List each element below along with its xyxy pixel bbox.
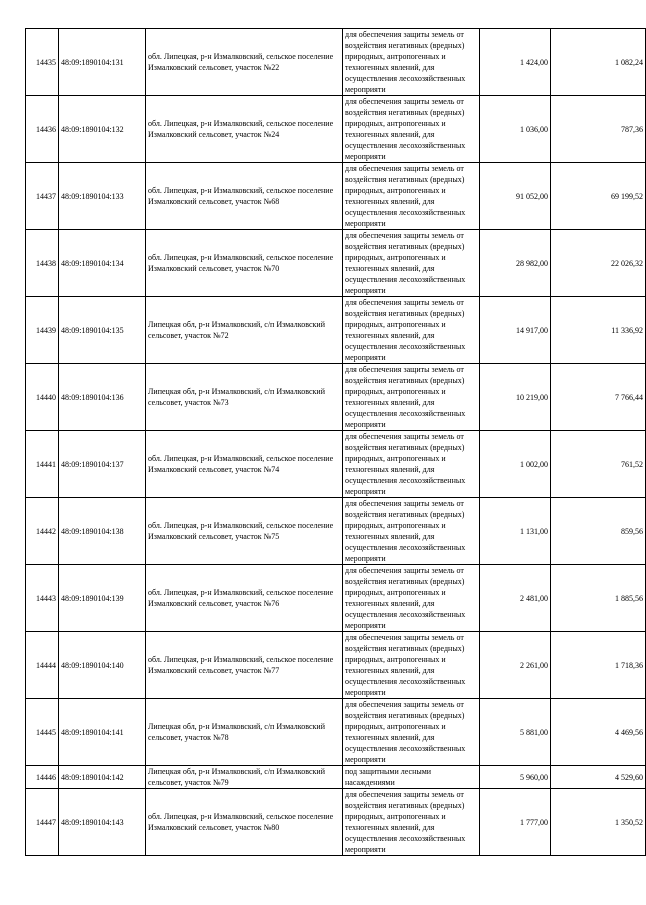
plot-address: обл. Липецкая, р-н Измалковский, сельское поселение Измалковский сельсовет, участок №75 <box>146 498 343 565</box>
cadastral-value: 859,56 <box>551 498 646 565</box>
row-number: 14438 <box>26 230 59 297</box>
permitted-use: для обеспечения защиты земель от воздействия негативных (вредных) природных, антропогенных и техногенных явлений, для осуществления лесохозяйственных мероприяти <box>343 789 480 856</box>
table-row <box>26 498 646 565</box>
plot-area: 2 481,00 <box>480 565 551 632</box>
plot-address: Липецкая обл, р-н Измалковский, с/п Измалковский сельсовет, участок №72 <box>146 297 343 364</box>
plot-area: 5 881,00 <box>480 699 551 766</box>
cadastral-number: 48:09:1890104:139 <box>59 565 146 632</box>
cadastral-number: 48:09:1890104:134 <box>59 230 146 297</box>
plot-address: Липецкая обл, р-н Измалковский, с/п Измалковский сельсовет, участок №79 <box>146 766 343 789</box>
plot-address: обл. Липецкая, р-н Измалковский, сельское поселение Измалковский сельсовет, участок №24 <box>146 96 343 163</box>
permitted-use: для обеспечения защиты земель от воздействия негативных (вредных) природных, антропогенных и техногенных явлений, для осуществления лесохозяйственных мероприяти <box>343 699 480 766</box>
cadastral-number: 48:09:1890104:137 <box>59 431 146 498</box>
permitted-use: для обеспечения защиты земель от воздействия негативных (вредных) природных, антропогенных и техногенных явлений, для осуществления лесохозяйственных мероприяти <box>343 431 480 498</box>
cadastral-number: 48:09:1890104:138 <box>59 498 146 565</box>
cadastral-value: 1 718,36 <box>551 632 646 699</box>
permitted-use: для обеспечения защиты земель от воздействия негативных (вредных) природных, антропогенных и техногенных явлений, для осуществления лесохозяйственных мероприяти <box>343 230 480 297</box>
cadastral-value: 69 199,52 <box>551 163 646 230</box>
plot-area: 2 261,00 <box>480 632 551 699</box>
cadastral-value: 22 026,32 <box>551 230 646 297</box>
plot-address: обл. Липецкая, р-н Измалковский, сельское поселение Измалковский сельсовет, участок №68 <box>146 163 343 230</box>
plot-area: 10 219,00 <box>480 364 551 431</box>
cadastral-number: 48:09:1890104:136 <box>59 364 146 431</box>
plot-area: 14 917,00 <box>480 297 551 364</box>
cadastral-number: 48:09:1890104:131 <box>59 29 146 96</box>
plot-area: 1 131,00 <box>480 498 551 565</box>
row-number: 14442 <box>26 498 59 565</box>
table-row <box>26 632 646 699</box>
cadastral-number: 48:09:1890104:140 <box>59 632 146 699</box>
cadastral-number: 48:09:1890104:141 <box>59 699 146 766</box>
cadastral-value: 1 350,52 <box>551 789 646 856</box>
row-number: 14441 <box>26 431 59 498</box>
plot-address: обл. Липецкая, р-н Измалковский, сельское поселение Измалковский сельсовет, участок №77 <box>146 632 343 699</box>
table-row <box>26 163 646 230</box>
permitted-use: для обеспечения защиты земель от воздействия негативных (вредных) природных, антропогенных и техногенных явлений, для осуществления лесохозяйственных мероприяти <box>343 297 480 364</box>
permitted-use: для обеспечения защиты земель от воздействия негативных (вредных) природных, антропогенных и техногенных явлений, для осуществления лесохозяйственных мероприяти <box>343 29 480 96</box>
cadastral-value: 1 885,56 <box>551 565 646 632</box>
cadastral-number: 48:09:1890104:133 <box>59 163 146 230</box>
cadastral-number: 48:09:1890104:132 <box>59 96 146 163</box>
plot-area: 5 960,00 <box>480 766 551 789</box>
cadastral-number: 48:09:1890104:135 <box>59 297 146 364</box>
row-number: 14440 <box>26 364 59 431</box>
row-number: 14443 <box>26 565 59 632</box>
row-number: 14435 <box>26 29 59 96</box>
table-row <box>26 29 646 96</box>
cadastral-value: 7 766,44 <box>551 364 646 431</box>
row-number: 14436 <box>26 96 59 163</box>
cadastral-value: 4 529,60 <box>551 766 646 789</box>
plot-address: обл. Липецкая, р-н Измалковский, сельское поселение Измалковский сельсовет, участок №76 <box>146 565 343 632</box>
plot-area: 28 982,00 <box>480 230 551 297</box>
table-row <box>26 789 646 856</box>
permitted-use: для обеспечения защиты земель от воздействия негативных (вредных) природных, антропогенных и техногенных явлений, для осуществления лесохозяйственных мероприяти <box>343 364 480 431</box>
table-body <box>26 29 646 856</box>
row-number: 14445 <box>26 699 59 766</box>
row-number: 14446 <box>26 766 59 789</box>
table-row <box>26 96 646 163</box>
table-row <box>26 699 646 766</box>
plot-address: Липецкая обл, р-н Измалковский, с/п Измалковский сельсовет, участок №73 <box>146 364 343 431</box>
plot-address: обл. Липецкая, р-н Измалковский, сельское поселение Измалковский сельсовет, участок №74 <box>146 431 343 498</box>
plot-area: 1 002,00 <box>480 431 551 498</box>
permitted-use: для обеспечения защиты земель от воздействия негативных (вредных) природных, антропогенных и техногенных явлений, для осуществления лесохозяйственных мероприяти <box>343 96 480 163</box>
cadastral-number: 48:09:1890104:142 <box>59 766 146 789</box>
cadastral-number: 48:09:1890104:143 <box>59 789 146 856</box>
plot-area: 1 424,00 <box>480 29 551 96</box>
row-number: 14447 <box>26 789 59 856</box>
plot-address: обл. Липецкая, р-н Измалковский, сельское поселение Измалковский сельсовет, участок №22 <box>146 29 343 96</box>
permitted-use: для обеспечения защиты земель от воздействия негативных (вредных) природных, антропогенных и техногенных явлений, для осуществления лесохозяйственных мероприяти <box>343 632 480 699</box>
table-row <box>26 766 646 789</box>
land-plots-table <box>25 28 646 856</box>
permitted-use: под защитными лесными насаждениями <box>343 766 480 789</box>
cadastral-value: 11 336,92 <box>551 297 646 364</box>
table-row <box>26 364 646 431</box>
row-number: 14439 <box>26 297 59 364</box>
plot-area: 91 052,00 <box>480 163 551 230</box>
table-row <box>26 565 646 632</box>
permitted-use: для обеспечения защиты земель от воздействия негативных (вредных) природных, антропогенных и техногенных явлений, для осуществления лесохозяйственных мероприяти <box>343 565 480 632</box>
cadastral-value: 787,36 <box>551 96 646 163</box>
plot-address: обл. Липецкая, р-н Измалковский, сельское поселение Измалковский сельсовет, участок №80 <box>146 789 343 856</box>
row-number: 14444 <box>26 632 59 699</box>
cadastral-value: 1 082,24 <box>551 29 646 96</box>
plot-area: 1 777,00 <box>480 789 551 856</box>
plot-address: Липецкая обл, р-н Измалковский, с/п Измалковский сельсовет, участок №78 <box>146 699 343 766</box>
cadastral-value: 761,52 <box>551 431 646 498</box>
table-row <box>26 431 646 498</box>
plot-address: обл. Липецкая, р-н Измалковский, сельское поселение Измалковский сельсовет, участок №70 <box>146 230 343 297</box>
permitted-use: для обеспечения защиты земель от воздействия негативных (вредных) природных, антропогенных и техногенных явлений, для осуществления лесохозяйственных мероприяти <box>343 498 480 565</box>
table-row <box>26 297 646 364</box>
table-row <box>26 230 646 297</box>
plot-area: 1 036,00 <box>480 96 551 163</box>
permitted-use: для обеспечения защиты земель от воздействия негативных (вредных) природных, антропогенных и техногенных явлений, для осуществления лесохозяйственных мероприяти <box>343 163 480 230</box>
cadastral-value: 4 469,56 <box>551 699 646 766</box>
row-number: 14437 <box>26 163 59 230</box>
